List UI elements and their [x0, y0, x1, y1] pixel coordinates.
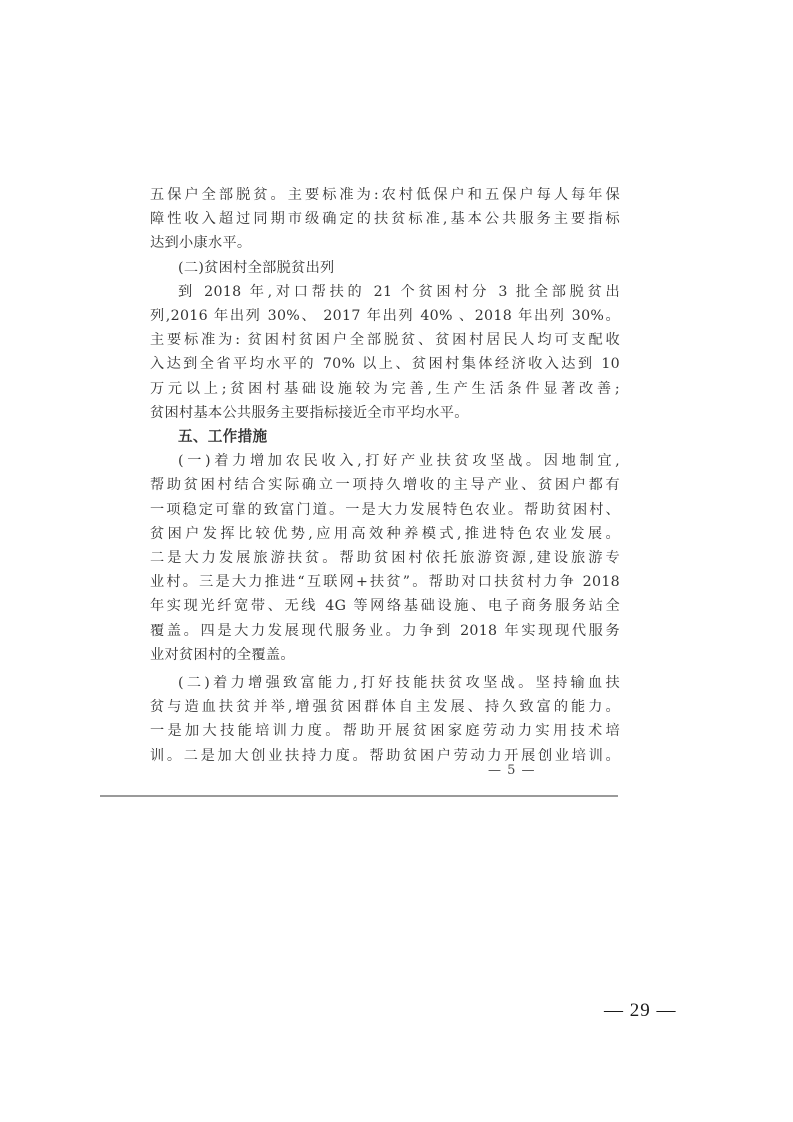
body-line: 覆盖。四是大力发展现代服务业。力争到 2018 年实现现代服务 [150, 622, 620, 639]
section-subheading: (二)贫困村全部脱贫出列 [178, 259, 335, 276]
body-line: 业对贫困村的全覆盖。 [150, 646, 295, 663]
body-line: 入达到全省平均水平的 70% 以上、贫困村集体经济收入达到 10 [150, 356, 620, 373]
page-number: — 29 — [604, 1000, 677, 1021]
body-line: 一项稳定可靠的致富门道。一是大力发展特色农业。帮助贫困村、 [150, 501, 620, 518]
body-line: 贫困户发挥比较优势,应用高效种养模式,推进特色农业发展。 [150, 525, 620, 542]
body-line: 一是加大技能培训力度。帮助开展贫困家庭劳动力实用技术培 [150, 723, 620, 740]
document-body [150, 183, 620, 768]
body-line: 贫与造血扶贫并举,增强贫困群体自主发展、持久致富的能力。 [150, 699, 620, 716]
body-line: 业村。三是大力推进“互联网+扶贫”。帮助对口扶贫村力争 2018 [150, 574, 620, 591]
body-line: 年实现光纤宽带、无线 4G 等网络基础设施、电子商务服务站全 [150, 598, 620, 615]
scan-edge-divider [100, 795, 618, 797]
body-line: 达到小康水平。 [150, 235, 252, 252]
body-line: 训。二是加大创业扶持力度。帮助贫困户劳动力开展创业培训。 [150, 747, 620, 764]
body-line: 二是大力发展旅游扶贫。帮助贫困村依托旅游资源,建设旅游专 [150, 550, 620, 567]
body-line: 列,2016 年出列 30%、 2017 年出列 40% 、2018 年出列 30%。 [150, 308, 620, 325]
body-line: 五保户全部脱贫。主要标准为:农村低保户和五保户每人每年保 [150, 187, 620, 203]
body-line: 障性收入超过同期市级确定的扶贫标准,基本公共服务主要指标 [150, 211, 620, 228]
inner-page-number: — 5 — [488, 763, 536, 778]
body-line: 帮助贫困村结合实际确立一项持久增收的主导产业、贫困户都有 [150, 477, 620, 494]
section-heading: 五、工作措施 [178, 428, 268, 446]
body-line: 到 2018 年,对口帮扶的 21 个贫困村分 3 批全部脱贫出 [178, 283, 620, 300]
body-line: (一)着力增加农民收入,打好产业扶贫攻坚战。因地制宜, [178, 453, 620, 470]
body-line: 主要标准为: 贫困村贫困户全部脱贫、贫困村居民人均可支配收 [150, 332, 620, 349]
body-line: 万元以上;贫困村基础设施较为完善,生产生活条件显著改善; [150, 380, 620, 397]
body-line: 贫困村基本公共服务主要指标接近全市平均水平。 [150, 404, 469, 421]
body-line: (二)着力增强致富能力,打好技能扶贫攻坚战。坚持输血扶 [178, 675, 620, 692]
